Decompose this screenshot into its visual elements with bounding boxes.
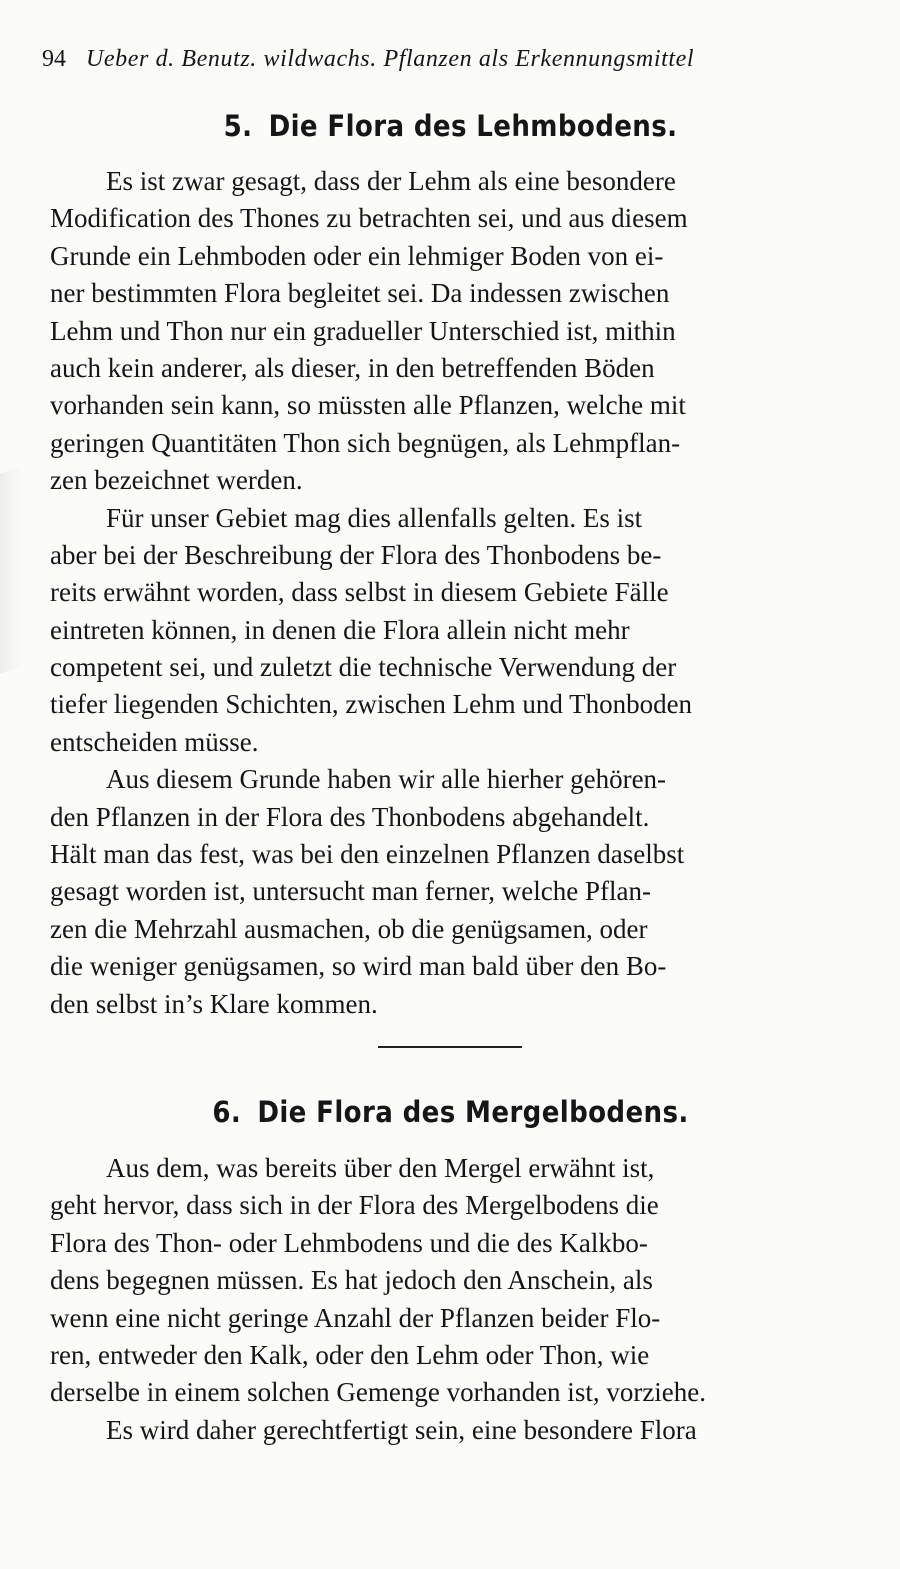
section-6-heading — [46, 1094, 856, 1130]
text-line: wenn eine nicht geringe Anzahl der Pflanzen beider Flo- — [50, 1302, 661, 1333]
text-line: dens begegnen müssen. Es hat jedoch den Anschein, als — [50, 1265, 653, 1296]
text-line: Aus diesem Grunde haben wir alle hierher gehören- — [106, 764, 667, 795]
section-5-number: 5. — [223, 109, 253, 143]
text-line: Modification des Thones zu betrachten sei, und aus diesem — [50, 203, 688, 234]
section-6-number: 6. — [212, 1095, 242, 1129]
text-line: Hält man das fest, was bei den einzelnen Pflanzen daselbst — [50, 839, 685, 870]
text-line: Grunde ein Lehmboden oder ein lehmiger Boden von ei- — [50, 240, 664, 271]
text-line: geht hervor, dass sich in der Flora des Mergelbodens die — [50, 1190, 659, 1221]
text-line: Aus dem, was bereits über den Mergel erwähnt ist, — [106, 1153, 655, 1183]
text-line: tiefer liegenden Schichten, zwischen Lehm und Thonboden — [50, 689, 693, 720]
text-line: den Pflanzen in der Flora des Thonbodens abgehandelt. — [50, 801, 650, 832]
text-line: Flora des Thon- oder Lehmbodens und die des Kalkbo- — [50, 1227, 648, 1258]
text-line: eintreten können, in denen die Flora allein nicht mehr — [50, 614, 630, 645]
running-header — [42, 44, 832, 74]
text-line: Es ist zwar gesagt, dass der Lehm als eine besondere — [106, 166, 676, 196]
text-line: competent sei, und zuletzt die technische Verwendung der — [50, 652, 677, 683]
text-line: zen die Mehrzahl ausmachen, ob die genügsamen, oder — [50, 913, 648, 944]
text-line: Es wird daher gerechtfertigt sein, eine besondere Flora — [106, 1414, 697, 1445]
running-title: Ueber d. Benutz. wildwachs. Pflanzen als Erkennungsmittel — [86, 46, 695, 72]
text-line: vorhanden sein kann, so müssten alle Pflanzen, welche mit — [50, 390, 686, 421]
text-line: die weniger genügsamen, so wird man bald über den Bo- — [50, 951, 667, 982]
text-line: auch kein anderer, als dieser, in den betreffenden Böden — [50, 352, 655, 383]
text-line: zen bezeichnet werden. — [50, 465, 303, 496]
section-5-body — [50, 163, 840, 1023]
section-5-title: Die Flora des Lehmbodens. — [268, 109, 678, 143]
section-5-heading — [46, 108, 856, 144]
text-line: ner bestimmten Flora begleitet sei. Da indessen zwischen — [50, 278, 670, 309]
section-divider — [378, 1046, 522, 1048]
text-line: den selbst in’s Klare kommen. — [50, 988, 378, 1019]
text-line: geringen Quantitäten Thon sich begnügen, als Lehmpflan- — [50, 427, 681, 458]
section-6-body — [50, 1150, 840, 1449]
text-line: reits erwähnt worden, dass selbst in diesem Gebiete Fälle — [50, 577, 669, 608]
page-number: 94 — [42, 46, 66, 72]
page-smudge — [0, 466, 22, 673]
section-6-title: Die Flora des Mergelbodens. — [257, 1095, 689, 1129]
text-line: Für unser Gebiet mag dies allenfalls gelten. Es ist — [106, 502, 643, 533]
text-line: entscheiden müsse. — [50, 726, 259, 757]
text-line: derselbe in einem solchen Gemenge vorhanden ist, vorziehe. — [50, 1377, 707, 1408]
text-line: ren, entweder den Kalk, oder den Lehm oder Thon, wie — [50, 1339, 650, 1370]
text-line: Lehm und Thon nur ein gradueller Unterschied ist, mithin — [50, 315, 676, 346]
text-line: aber bei der Beschreibung der Flora des Thonbodens be- — [50, 539, 662, 570]
text-line: gesagt worden ist, untersucht man ferner, welche Pflan- — [50, 876, 651, 907]
